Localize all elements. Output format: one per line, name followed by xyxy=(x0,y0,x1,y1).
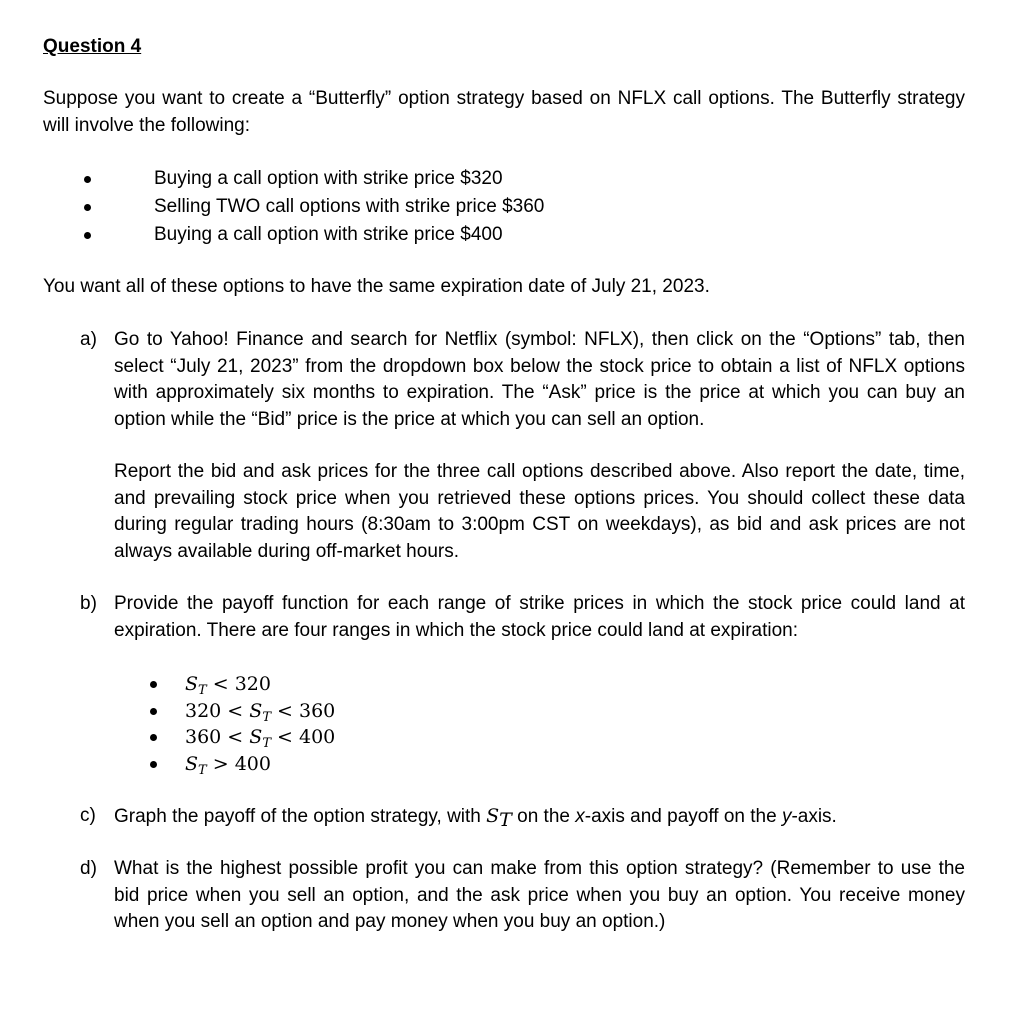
bullet-icon xyxy=(84,176,91,183)
bullet-icon xyxy=(150,708,157,715)
question-title: Question 4 xyxy=(43,36,142,57)
bullet-icon xyxy=(150,761,157,768)
bullet-icon xyxy=(84,204,91,211)
part-c-label: c) xyxy=(80,805,96,826)
part-d-text: What is the highest possible profit you can make from this option strategy? (Remember to use the bid price when you sell an option, and the ask price when you buy an option. You receive money when you sell an option and pay money when you buy an option.) xyxy=(114,858,965,932)
bullet-icon xyxy=(150,734,157,741)
intro-paragraph: Suppose you want to create a “Butterfly” option strategy based on NFLX call options. The Butterfly strategy will involve the following: xyxy=(43,88,965,136)
expiration-paragraph: You want all of these options to have the same expiration date of July 21, 2023. xyxy=(43,276,710,297)
part-a-text-1: Go to Yahoo! Finance and search for Netflix (symbol: NFLX), then click on the “Options” tab, then select “July 21, 2023” from the dropdown box below the stock price to obtain a list of NFLX options with approximately six months to expiration. The “Ask” price is the price at which you can buy an option while the “Bid” price is the price at which you can sell an option. xyxy=(114,329,965,430)
part-a-label: a) xyxy=(80,329,97,350)
bullet-icon xyxy=(150,681,157,688)
document-page: Question 4 Suppose you want to create a “Butterfly” option strategy based on NFLX call options. The Butterfly strategy will involve the following: Buying a call option with strike price $320 Selling TWO call options with strike price $360 Buying a call option with strike price $400 You want all of these options to have the same expiration date of July 21, 2023. a) Go to Yahoo! Finance and search for Netflix (symbol: NFLX), then click on the “Options” tab, then select “July 21, 2023” from the dropdown box below the stock price to obtain a list of NFLX options with approximately six months to expiration. The “Ask” price is the price at which you can buy an option while the “Bid” price is the price at which you can sell an option. Report the bid and ask prices for the three call options described above. Also report the date, time, and prevailing stock price when you retrieved these options prices. You should collect these data during regular trading hours (8:30am to 3:00pm CST on weekdays), as bid and ask prices are not always available during off-market hours. b) Provide the payoff function for each range of strike prices in which the stock price could land at expiration. There are four ranges in which the stock price could land at expiration: $S_T < 320$ $320 < S_T < 360$ $360 < S_T < 400$ $S_T > 400$ c) Graph the payoff of the option strategy, with $S_T$ on the x-axis and payoff on the y-axis. d) What is the highest possible profit you can make from this option strategy? (Remember to use the bid price when you sell an option, and the ask price when you buy an option. You receive money when you sell an option and pay money when you buy an option.) xyxy=(0,0,1022,1014)
part-b-text: Provide the payoff function for each range of strike prices in which the stock price could land at expiration. There are four ranges in which the stock price could land at expiration: xyxy=(114,593,965,641)
part-b-label: b) xyxy=(80,593,97,614)
part-c-text: Graph the payoff of the option strategy, with $S_T$ on the x-axis and payoff on the y-axis. xyxy=(114,805,837,831)
part-d-label: d) xyxy=(80,858,97,879)
bullet-icon xyxy=(84,232,91,239)
part-a-text-2: Report the bid and ask prices for the three call options described above. Also report the date, time, and prevailing stock price when you retrieved these options prices. You should collect these data during regular trading hours (8:30am to 3:00pm CST on weekdays), as bid and ask prices are not always available during off-market hours. xyxy=(114,461,965,562)
